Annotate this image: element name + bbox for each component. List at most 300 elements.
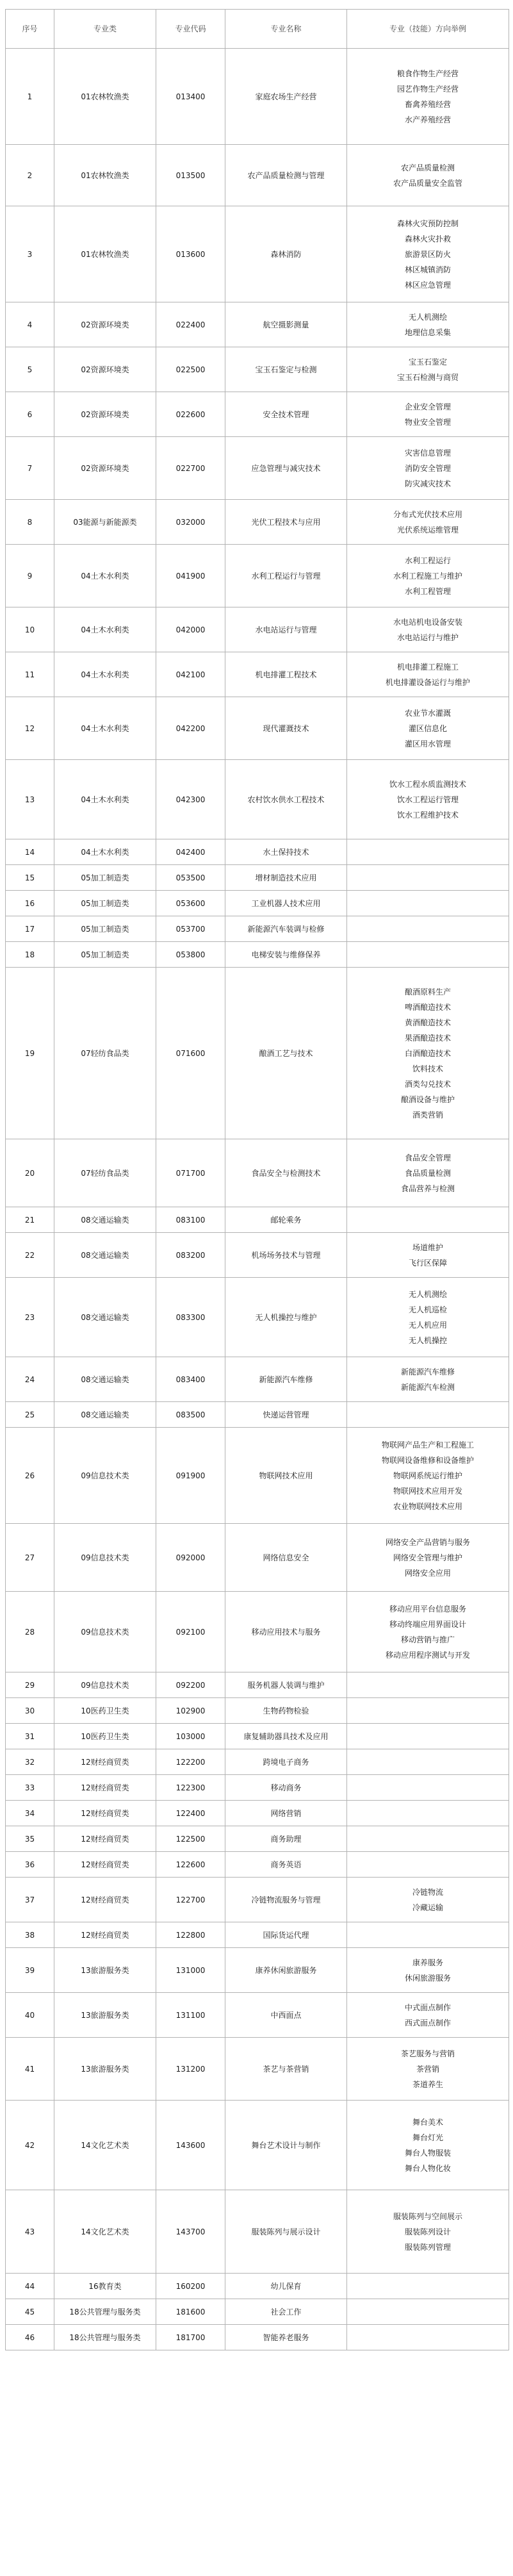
row-major-name: 网络信息安全 <box>225 1524 347 1592</box>
row-seq: 44 <box>6 2274 54 2299</box>
row-directions <box>347 392 509 437</box>
row-category: 08交通运输类 <box>54 1278 156 1357</box>
row-code: 181600 <box>156 2299 225 2325</box>
direction-item: 移动应用程序测试与开发 <box>385 1650 470 1660</box>
row-seq: 43 <box>6 2190 54 2274</box>
row-directions <box>347 1878 509 1922</box>
row-category: 07轻纺食品类 <box>54 1139 156 1207</box>
row-code: 102900 <box>156 1698 225 1724</box>
direction-item: 无人机巡检 <box>408 1305 447 1314</box>
row-category: 09信息技术类 <box>54 1592 156 1672</box>
row-major-name: 康复辅助器具技术及应用 <box>225 1724 347 1749</box>
direction-item: 旅游景区防火 <box>404 249 451 259</box>
row-category: 08交通运输类 <box>54 1233 156 1278</box>
row-directions <box>347 1749 509 1775</box>
row-seq: 45 <box>6 2299 54 2325</box>
row-code: 143600 <box>156 2101 225 2190</box>
header-directions: 专业（技能）方向举例 <box>347 10 509 49</box>
row-seq: 40 <box>6 1993 54 2038</box>
row-major-name: 网络营销 <box>225 1801 347 1826</box>
row-code: 022600 <box>156 392 225 437</box>
row-seq: 37 <box>6 1878 54 1922</box>
table-row <box>6 545 509 607</box>
row-code: 122700 <box>156 1878 225 1922</box>
row-major-name: 新能源汽车维修 <box>225 1357 347 1402</box>
row-directions <box>347 1775 509 1801</box>
row-category: 08交通运输类 <box>54 1357 156 1402</box>
direction-item: 森林火灾扑救 <box>404 234 451 244</box>
row-seq: 1 <box>6 49 54 145</box>
row-directions <box>347 1922 509 1948</box>
table-row <box>6 145 509 206</box>
direction-item: 林区应急管理 <box>404 280 451 290</box>
row-major-name: 水利工程运行与管理 <box>225 545 347 607</box>
direction-item: 飞行区保障 <box>408 1258 447 1267</box>
row-category: 08交通运输类 <box>54 1402 156 1428</box>
direction-item: 物联网系统运行维护 <box>393 1471 462 1480</box>
row-code: 022500 <box>156 347 225 392</box>
row-category: 05加工制造类 <box>54 891 156 916</box>
row-directions <box>347 545 509 607</box>
table-row <box>6 697 509 760</box>
table-row <box>6 1428 509 1524</box>
row-major-name: 航空摄影测量 <box>225 302 347 347</box>
table-row <box>6 1993 509 2038</box>
row-category: 14文化艺术类 <box>54 2190 156 2274</box>
direction-item: 企业安全管理 <box>404 402 451 411</box>
direction-item: 茶道养生 <box>412 2079 443 2089</box>
row-directions <box>347 760 509 839</box>
row-code: 091900 <box>156 1428 225 1524</box>
row-category: 13旅游服务类 <box>54 1993 156 2038</box>
direction-item: 茶营销 <box>416 2064 439 2074</box>
row-major-name: 无人机操控与维护 <box>225 1278 347 1357</box>
row-category: 04土木水利类 <box>54 839 156 865</box>
row-category: 01农林牧渔类 <box>54 206 156 302</box>
direction-item: 康养服务 <box>412 1958 443 1967</box>
row-category: 01农林牧渔类 <box>54 145 156 206</box>
row-code: 143700 <box>156 2190 225 2274</box>
row-directions <box>347 1801 509 1826</box>
row-directions <box>347 607 509 652</box>
direction-item: 宝玉石检测与商贸 <box>396 372 459 382</box>
row-code: 071600 <box>156 968 225 1139</box>
direction-item: 农业物联网技术应用 <box>393 1501 462 1511</box>
row-seq: 8 <box>6 500 54 545</box>
table-row <box>6 1592 509 1672</box>
row-category: 12财经商贸类 <box>54 1775 156 1801</box>
row-seq: 16 <box>6 891 54 916</box>
table-row <box>6 1878 509 1922</box>
row-seq: 25 <box>6 1402 54 1428</box>
row-seq: 27 <box>6 1524 54 1592</box>
row-seq: 31 <box>6 1724 54 1749</box>
row-major-name: 机场场务技术与管理 <box>225 1233 347 1278</box>
direction-item: 果酒酿造技术 <box>404 1033 451 1043</box>
row-directions <box>347 1592 509 1672</box>
row-directions <box>347 302 509 347</box>
row-major-name: 商务英语 <box>225 1852 347 1878</box>
row-major-name: 跨境电子商务 <box>225 1749 347 1775</box>
direction-item: 水利工程运行 <box>404 556 451 565</box>
table-row <box>6 500 509 545</box>
direction-item: 林区城镇消防 <box>404 265 451 274</box>
row-directions <box>347 1524 509 1592</box>
row-code: 013600 <box>156 206 225 302</box>
row-directions <box>347 1278 509 1357</box>
row-directions <box>347 839 509 865</box>
row-major-name: 森林消防 <box>225 206 347 302</box>
row-code: 092100 <box>156 1592 225 1672</box>
table-row <box>6 1233 509 1278</box>
row-directions <box>347 1993 509 2038</box>
header-category: 专业类 <box>54 10 156 49</box>
direction-item: 无人机操控 <box>408 1335 447 1345</box>
table-row <box>6 942 509 968</box>
table-row <box>6 968 509 1139</box>
row-code: 083100 <box>156 1207 225 1233</box>
row-code: 103000 <box>156 1724 225 1749</box>
direction-item: 茶艺服务与营销 <box>400 2049 455 2058</box>
row-directions <box>347 1724 509 1749</box>
direction-item: 水利工程管理 <box>404 586 451 596</box>
row-major-name: 社会工作 <box>225 2299 347 2325</box>
table-row <box>6 916 509 942</box>
table-row <box>6 2038 509 2101</box>
row-seq: 10 <box>6 607 54 652</box>
row-seq: 46 <box>6 2325 54 2350</box>
majors-table <box>5 9 509 2350</box>
row-category: 07轻纺食品类 <box>54 968 156 1139</box>
direction-item: 服装陈列与空间展示 <box>393 2211 462 2221</box>
row-code: 083200 <box>156 1233 225 1278</box>
row-code: 083300 <box>156 1278 225 1357</box>
row-code: 083400 <box>156 1357 225 1402</box>
table-row <box>6 2299 509 2325</box>
row-category: 09信息技术类 <box>54 1524 156 1592</box>
row-major-name: 新能源汽车装调与检修 <box>225 916 347 942</box>
row-major-name: 酿酒工艺与技术 <box>225 968 347 1139</box>
row-category: 03能源与新能源类 <box>54 500 156 545</box>
table-row <box>6 392 509 437</box>
row-major-name: 智能养老服务 <box>225 2325 347 2350</box>
row-directions <box>347 916 509 942</box>
row-directions <box>347 1948 509 1993</box>
row-directions <box>347 1852 509 1878</box>
row-directions <box>347 1428 509 1524</box>
row-directions <box>347 891 509 916</box>
row-category: 04土木水利类 <box>54 607 156 652</box>
direction-item: 冷链物流 <box>412 1887 443 1897</box>
table-row <box>6 1402 509 1428</box>
table-row <box>6 1139 509 1207</box>
header-code: 专业代码 <box>156 10 225 49</box>
row-seq: 41 <box>6 2038 54 2101</box>
direction-item: 冷藏运输 <box>412 1903 443 1912</box>
row-category: 02资源环境类 <box>54 347 156 392</box>
row-category: 02资源环境类 <box>54 437 156 500</box>
row-seq: 23 <box>6 1278 54 1357</box>
direction-item: 网络安全管理与维护 <box>393 1553 462 1562</box>
row-category: 12财经商贸类 <box>54 1852 156 1878</box>
direction-item: 分布式光伏技术应用 <box>393 509 462 519</box>
row-major-name: 国际货运代理 <box>225 1922 347 1948</box>
table-row <box>6 760 509 839</box>
table-row <box>6 1749 509 1775</box>
direction-item: 移动营销与推广 <box>400 1635 455 1644</box>
row-seq: 4 <box>6 302 54 347</box>
row-category: 04土木水利类 <box>54 545 156 607</box>
row-major-name: 光伏工程技术与应用 <box>225 500 347 545</box>
direction-item: 水电站运行与维护 <box>396 632 459 642</box>
row-code: 122200 <box>156 1749 225 1775</box>
row-category: 04土木水利类 <box>54 652 156 697</box>
table-row <box>6 1357 509 1402</box>
row-category: 09信息技术类 <box>54 1672 156 1698</box>
table-row <box>6 347 509 392</box>
row-category: 12财经商贸类 <box>54 1749 156 1775</box>
direction-item: 消防安全管理 <box>404 463 451 473</box>
row-code: 042000 <box>156 607 225 652</box>
direction-item: 网络安全产品营销与服务 <box>385 1537 470 1547</box>
table-row <box>6 1801 509 1826</box>
direction-item: 防灾减灾技术 <box>404 479 451 488</box>
row-directions <box>347 865 509 891</box>
row-seq: 33 <box>6 1775 54 1801</box>
row-code: 042200 <box>156 697 225 760</box>
row-category: 14文化艺术类 <box>54 2101 156 2190</box>
row-major-name: 农产品质量检测与管理 <box>225 145 347 206</box>
direction-item: 新能源汽车维修 <box>400 1367 455 1376</box>
table-row <box>6 302 509 347</box>
direction-item: 网络安全应用 <box>404 1568 451 1578</box>
direction-item: 啤酒酿造技术 <box>404 1002 451 1012</box>
row-code: 022700 <box>156 437 225 500</box>
row-directions <box>347 2274 509 2299</box>
table-row <box>6 1724 509 1749</box>
row-seq: 35 <box>6 1826 54 1852</box>
row-major-name: 食品安全与检测技术 <box>225 1139 347 1207</box>
table-row <box>6 1852 509 1878</box>
table-row <box>6 607 509 652</box>
row-major-name: 电梯安装与维修保养 <box>225 942 347 968</box>
row-major-name: 生物药物检验 <box>225 1698 347 1724</box>
direction-item: 服装陈列管理 <box>404 2242 451 2252</box>
row-code: 122500 <box>156 1826 225 1852</box>
direction-item: 水电站机电设备安装 <box>393 617 462 627</box>
row-category: 12财经商贸类 <box>54 1801 156 1826</box>
row-code: 041900 <box>156 545 225 607</box>
row-directions <box>347 145 509 206</box>
direction-item: 酿酒设备与维护 <box>400 1094 455 1104</box>
row-major-name: 舞台艺术设计与制作 <box>225 2101 347 2190</box>
row-seq: 20 <box>6 1139 54 1207</box>
table-row <box>6 891 509 916</box>
direction-item: 地理信息采集 <box>404 327 451 337</box>
row-category: 18公共管理与服务类 <box>54 2299 156 2325</box>
table-body <box>6 49 509 2350</box>
row-directions <box>347 206 509 302</box>
table-row <box>6 1948 509 1993</box>
row-category: 13旅游服务类 <box>54 1948 156 1993</box>
table-row <box>6 2190 509 2274</box>
row-major-name: 工业机器人技术应用 <box>225 891 347 916</box>
row-directions <box>347 1357 509 1402</box>
direction-item: 饮水工程维护技术 <box>396 810 459 820</box>
row-category: 08交通运输类 <box>54 1207 156 1233</box>
row-category: 12财经商贸类 <box>54 1826 156 1852</box>
row-directions <box>347 2190 509 2274</box>
direction-item: 农产品质量检测 <box>400 163 455 172</box>
row-major-name: 移动应用技术与服务 <box>225 1592 347 1672</box>
row-code: 083500 <box>156 1402 225 1428</box>
row-category: 04土木水利类 <box>54 697 156 760</box>
row-seq: 38 <box>6 1922 54 1948</box>
row-seq: 39 <box>6 1948 54 1993</box>
direction-item: 农产品质量安全监管 <box>393 178 462 188</box>
direction-item: 移动应用平台信息服务 <box>389 1604 466 1614</box>
row-code: 092000 <box>156 1524 225 1592</box>
row-seq: 18 <box>6 942 54 968</box>
row-code: 122400 <box>156 1801 225 1826</box>
row-seq: 21 <box>6 1207 54 1233</box>
direction-item: 舞台美术 <box>412 2117 443 2127</box>
direction-item: 物业安全管理 <box>404 417 451 427</box>
row-code: 013400 <box>156 49 225 145</box>
row-major-name: 幼儿保育 <box>225 2274 347 2299</box>
row-seq: 9 <box>6 545 54 607</box>
direction-item: 光伏系统运维管理 <box>396 525 459 534</box>
row-category: 05加工制造类 <box>54 865 156 891</box>
row-seq: 42 <box>6 2101 54 2190</box>
row-directions <box>347 1698 509 1724</box>
row-directions <box>347 1826 509 1852</box>
row-category: 05加工制造类 <box>54 942 156 968</box>
direction-item: 舞台人物化妆 <box>404 2163 451 2173</box>
table-row <box>6 1524 509 1592</box>
direction-item: 酒类勾兑技术 <box>404 1079 451 1089</box>
direction-item: 森林火灾预防控制 <box>396 219 459 228</box>
row-category: 02资源环境类 <box>54 392 156 437</box>
row-major-name: 增材制造技术应用 <box>225 865 347 891</box>
table-header-row <box>6 10 509 49</box>
row-seq: 34 <box>6 1801 54 1826</box>
direction-item: 饮水工程运行管理 <box>396 795 459 804</box>
direction-item: 舞台人物服装 <box>404 2148 451 2158</box>
direction-item: 机电排灌设备运行与维护 <box>385 677 470 687</box>
row-category: 02资源环境类 <box>54 302 156 347</box>
row-code: 013500 <box>156 145 225 206</box>
table-row <box>6 1922 509 1948</box>
row-seq: 29 <box>6 1672 54 1698</box>
row-code: 131200 <box>156 2038 225 2101</box>
table-row <box>6 1826 509 1852</box>
row-seq: 6 <box>6 392 54 437</box>
row-directions <box>347 697 509 760</box>
row-directions <box>347 49 509 145</box>
row-major-name: 快递运营管理 <box>225 1402 347 1428</box>
direction-item: 畜禽养殖经营 <box>404 99 451 109</box>
row-major-name: 中西面点 <box>225 1993 347 2038</box>
row-code: 032000 <box>156 500 225 545</box>
row-major-name: 宝玉石鉴定与检测 <box>225 347 347 392</box>
direction-item: 舞台灯光 <box>412 2133 443 2142</box>
row-code: 131000 <box>156 1948 225 1993</box>
direction-item: 机电排灌工程施工 <box>396 662 459 672</box>
row-category: 05加工制造类 <box>54 916 156 942</box>
direction-item: 食品质量检测 <box>404 1168 451 1178</box>
row-code: 022400 <box>156 302 225 347</box>
table-row <box>6 1278 509 1357</box>
row-category: 18公共管理与服务类 <box>54 2325 156 2350</box>
direction-item: 食品营养与检测 <box>400 1184 455 1193</box>
row-category: 10医药卫生类 <box>54 1698 156 1724</box>
row-code: 071700 <box>156 1139 225 1207</box>
direction-item: 粮食作物生产经营 <box>396 69 459 78</box>
direction-item: 物联网技术应用开发 <box>393 1486 462 1496</box>
table-row <box>6 206 509 302</box>
direction-item: 水利工程施工与维护 <box>393 571 462 581</box>
row-seq: 3 <box>6 206 54 302</box>
table-row <box>6 2101 509 2190</box>
direction-item: 水产养殖经营 <box>404 115 451 124</box>
row-major-name: 水土保持技术 <box>225 839 347 865</box>
row-directions <box>347 500 509 545</box>
row-code: 092200 <box>156 1672 225 1698</box>
direction-item: 灌区信息化 <box>408 723 447 733</box>
row-code: 122600 <box>156 1852 225 1878</box>
row-category: 16教育类 <box>54 2274 156 2299</box>
direction-item: 饮料技术 <box>412 1064 443 1073</box>
direction-item: 农业节水灌溉 <box>404 708 451 718</box>
row-seq: 15 <box>6 865 54 891</box>
row-seq: 30 <box>6 1698 54 1724</box>
table-row <box>6 839 509 865</box>
row-major-name: 家庭农场生产经营 <box>225 49 347 145</box>
row-major-name: 康养休闲旅游服务 <box>225 1948 347 1993</box>
row-seq: 19 <box>6 968 54 1139</box>
header-seq: 序号 <box>6 10 54 49</box>
direction-item: 场道维护 <box>412 1243 443 1252</box>
row-directions <box>347 2325 509 2350</box>
table-row <box>6 1207 509 1233</box>
row-code: 042400 <box>156 839 225 865</box>
row-seq: 13 <box>6 760 54 839</box>
direction-item: 灌区用水管理 <box>404 739 451 748</box>
row-seq: 32 <box>6 1749 54 1775</box>
row-directions <box>347 437 509 500</box>
direction-item: 物联网产品生产和工程施工 <box>381 1440 474 1449</box>
row-major-name: 服务机器人装调与维护 <box>225 1672 347 1698</box>
direction-item: 移动终端应用界面设计 <box>389 1619 466 1629</box>
row-directions <box>347 652 509 697</box>
direction-item: 酿酒原料生产 <box>404 987 451 996</box>
row-major-name: 物联网技术应用 <box>225 1428 347 1524</box>
row-category: 09信息技术类 <box>54 1428 156 1524</box>
row-seq: 26 <box>6 1428 54 1524</box>
row-seq: 14 <box>6 839 54 865</box>
row-code: 053500 <box>156 865 225 891</box>
row-major-name: 应急管理与减灾技术 <box>225 437 347 500</box>
row-category: 10医药卫生类 <box>54 1724 156 1749</box>
row-code: 131100 <box>156 1993 225 2038</box>
row-seq: 22 <box>6 1233 54 1278</box>
table-row <box>6 1775 509 1801</box>
row-major-name: 现代灌溉技术 <box>225 697 347 760</box>
direction-item: 无人机应用 <box>408 1320 447 1330</box>
row-directions <box>347 2038 509 2101</box>
direction-item: 饮水工程水质监测技术 <box>389 779 466 789</box>
